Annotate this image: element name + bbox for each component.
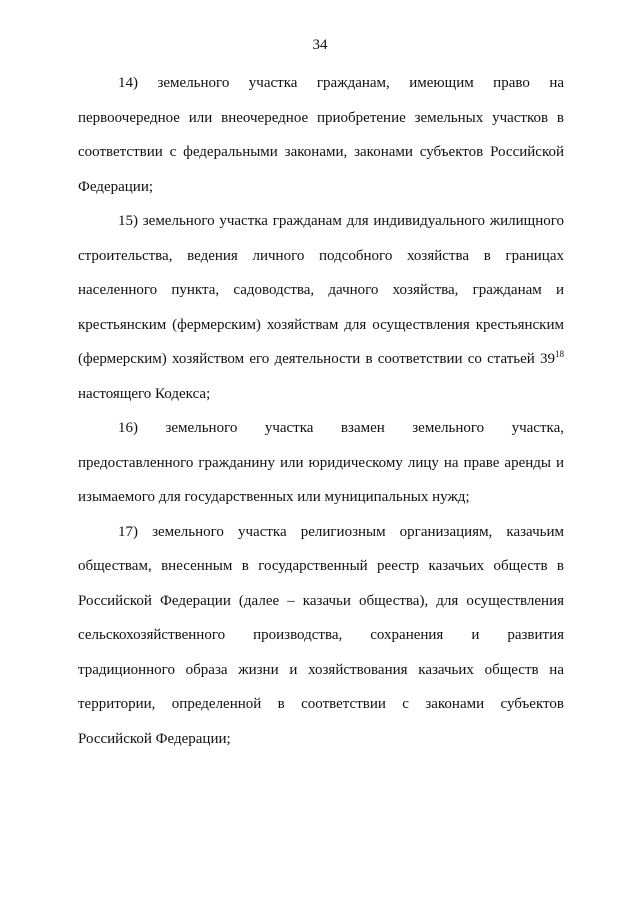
list-item-15-text: 15) земельного участка гражданам для индивидуального жилищного строительства, ведения личного подсобного хозяйства в границах населенного пункта, садоводства, дачного хозяйства, гражданам и крестьянским (фермерским) хозяйствам для осуществления крестьянским (фермерским) хозяйством его деятельности в соответствии со статьей 39 (78, 213, 564, 367)
article-superscript: 18 (555, 349, 564, 359)
list-item-16: 16) земельного участка взамен земельного участка, предоставленного гражданину или юридическому лицу на праве аренды и изымаемого для государственных или муниципальных нужд; (78, 420, 564, 505)
list-item-15-text-end: настоящего Кодекса; (78, 385, 211, 402)
list-item-17: 17) земельного участка религиозным организациям, казачьим обществам, внесенным в государственный реестр казачьих обществ в Российской Федерации (далее – казачьи общества), для осуществления сельскохозяйственного производства, сохранения и развития традиционного образа жизни и хозяйствования казачьих обществ на территории, определенной в соответствии с законами субъектов Российской Федерации; (78, 523, 564, 747)
list-item-14: 14) земельного участка гражданам, имеющим право на первоочередное или внеочередное приобретение земельных участков в соответствии с федеральными законами, законами субъектов Российской Федерации; (78, 75, 564, 195)
page-number: 34 (312, 37, 328, 53)
list-item-15 (78, 204, 564, 411)
document-body (78, 66, 564, 756)
